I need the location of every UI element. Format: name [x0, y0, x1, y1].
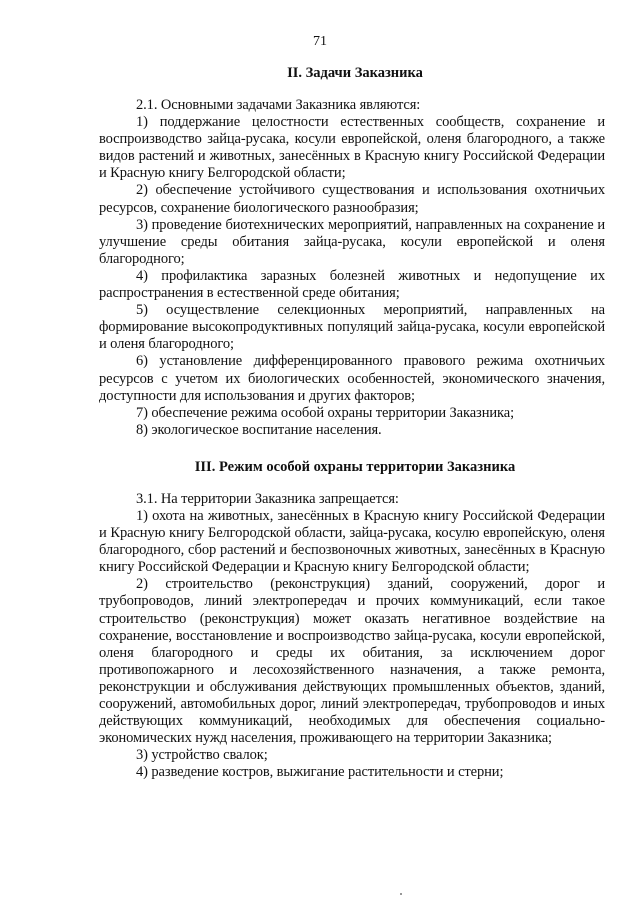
- scan-speck: [400, 893, 402, 895]
- section-protection-regime: [99, 458, 605, 782]
- section-intro: 2.1. Основными задачами Заказника являются:: [136, 97, 421, 113]
- list-item: 5) осуществление селекционных мероприятий, направленных на формирование высокопродуктивных популяций зайца-русака, косули европейской и оленя благородного;: [99, 302, 605, 353]
- list-item: 1) охота на животных, занесённых в Красную книгу Российской Федерации и Красную книгу Белгородской области, зайца-русака, косулю европейскую, оленя благородного, сбор растений и беспозвоночных животных, занесённых в Красную книгу Российской Федерации и Красную книгу Белгородской области;: [99, 507, 605, 576]
- list-item: 3) проведение биотехнических мероприятий, направленных на сохранение и улучшение среды обитания зайца-русака, косули европейской и оленя благородного;: [99, 216, 605, 267]
- document-body: [99, 64, 605, 781]
- section-tasks: [99, 64, 605, 439]
- list-item: 6) установление дифференцированного правового режима охотничьих ресурсов с учетом их биологических особенностей, экономического значения, доступности для использования и других факторов;: [99, 353, 605, 404]
- list-item: 1) поддержание целостности естественных сообществ, сохранение и воспроизводство зайца-русака, косули европейской, оленя благородного, а также видов растений и животных, занесённых в Красную книгу Российской Федерации и Красную книгу Белгородской области;: [99, 114, 605, 182]
- list-item: 8) экологическое воспитание населения.: [136, 421, 382, 438]
- section-heading: II. Задачи Заказника: [287, 65, 423, 81]
- list-item: 7) обеспечение режима особой охраны территории Заказника;: [136, 404, 514, 421]
- page-number: 71: [313, 34, 327, 49]
- list-item: 2) обеспечение устойчивого существования и использования охотничьих ресурсов, сохранение биологического разнообразия;: [99, 182, 605, 216]
- list-item: 2) строительство (реконструкция) зданий, сооружений, дорог и трубопроводов, линий электропередач и прочих коммуникаций, если такое строительство (реконструкция) может оказать негативное воздействие на сохранение, восстановление и воспроизводство зайца-русака, косули европейской, оленя благородного и среды их обитания, за исключением дорог противопожарного и лесохозяйственного назначения, а также ремонта, реконструкции и обслуживания действующих промышленных объектов, зданий, сооружений, автомобильных дорог, линий электропередач, трубопроводов и иных действующих коммуникаций, необходимых для обеспечения социально-экономических нужд населения, проживающего на территории Заказника;: [99, 576, 605, 747]
- section-heading: III. Режим особой охраны территории Заказника: [194, 458, 516, 475]
- list-item: 3) устройство свалок;: [136, 747, 268, 764]
- list-item: 4) профилактика заразных болезней животных и недопущение их распространения в естественной среде обитания;: [99, 267, 605, 302]
- list-item: 4) разведение костров, выжигание растительности и стерни;: [136, 764, 504, 781]
- section-intro: 3.1. На территории Заказника запрещается:: [136, 490, 399, 507]
